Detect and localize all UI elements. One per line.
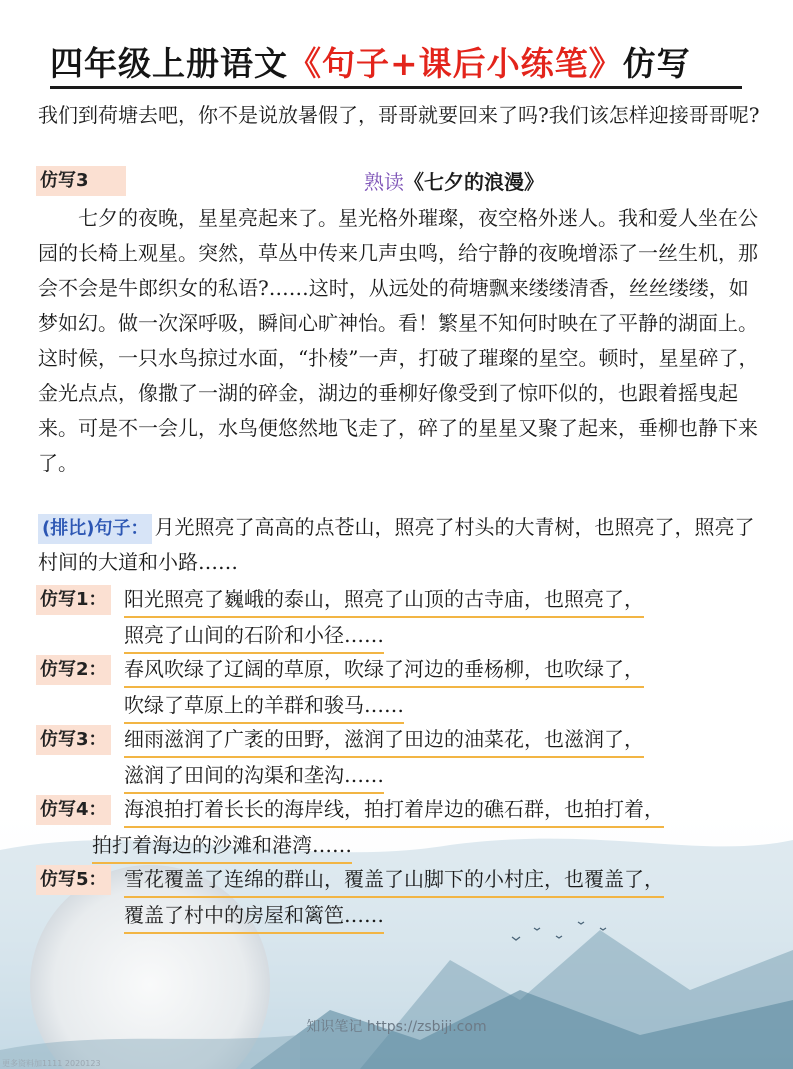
page-title xyxy=(50,40,750,88)
exercise-tag: 仿写2： xyxy=(36,655,111,685)
title-part-task: 仿写 xyxy=(622,44,691,83)
intro-paragraph: 我们到荷塘去吧，你不是说放暑假了，哥哥就要回来了吗?我们该怎样迎接哥哥呢? xyxy=(38,103,760,127)
exercise-line: 雪花覆盖了连绵的群山，覆盖了山脚下的小村庄，也覆盖了， xyxy=(124,862,664,898)
exercise-line: 滋润了田间的沟渠和垄沟…… xyxy=(124,758,384,794)
exercise-line: 春风吹绿了辽阔的草原，吹绿了河边的垂杨柳，也吹绿了， xyxy=(124,652,644,688)
example-text: 月光照亮了高高的点苍山，照亮了村头的大青树，也照亮了，照亮了村间的大道和小路…… xyxy=(38,515,755,574)
exercise-line: 拍打着海边的沙滩和港湾…… xyxy=(92,828,352,864)
exercise-line: 阳光照亮了巍峨的泰山，照亮了山顶的古寺庙，也照亮了， xyxy=(124,582,644,618)
section-heading xyxy=(364,166,544,198)
section-header xyxy=(36,166,760,198)
section-book-title: 《七夕的浪漫》 xyxy=(404,170,544,194)
exercise-tag: 仿写4： xyxy=(36,795,111,825)
example-sentence xyxy=(38,510,760,580)
section-tag: 仿写3 xyxy=(36,166,126,196)
title-part-grade: 四年级上册语文 xyxy=(50,44,288,83)
exercise-tag: 仿写5： xyxy=(36,865,111,895)
exercise-line: 覆盖了村中的房屋和篱笆…… xyxy=(124,898,384,934)
exercise-tag: 仿写3： xyxy=(36,725,111,755)
section-lead: 熟读 xyxy=(364,170,404,194)
exercise-line: 吹绿了草原上的羊群和骏马…… xyxy=(124,688,404,724)
exercise-line: 海浪拍打着长长的海岸线，拍打着岸边的礁石群，也拍打着， xyxy=(124,792,664,828)
exercise-line: 照亮了山间的石阶和小径…… xyxy=(124,618,384,654)
title-part-topic: 《句子+课后小练笔》 xyxy=(288,44,623,83)
bottom-note: 更多资料加1111 2020123 xyxy=(2,1059,101,1068)
exercise-line: 细雨滋润了广袤的田野，滋润了田边的油菜花，也滋润了， xyxy=(124,722,644,758)
title-underline xyxy=(50,86,742,89)
exercise-tag: 仿写1： xyxy=(36,585,111,615)
example-tag: (排比)句子： xyxy=(38,514,152,544)
story-paragraph: 七夕的夜晚，星星亮起来了。星光格外璀璨，夜空格外迷人。我和爱人坐在公园的长椅上观星。突然，草丛中传来几声虫鸣，给宁静的夜晚增添了一丝生机，那会不会是牛郎织女的私语?……这时，从远处的荷塘飘来缕缕清香，丝丝缕缕，如梦如幻。做一次深呼吸，瞬间心旷神怡。看！繁星不知何时映在了平静的湖面上。这时候，一只水鸟掠过水面，“扑棱”一声，打破了璀璨的星空。顿时，星星碎了，金光点点，像撒了一湖的碎金，湖边的垂柳好像受到了惊吓似的，也跟着摇曳起来。可是不一会儿，水鸟便悠然地飞走了，碎了的星星又聚了起来，垂柳也静下来了。 xyxy=(38,206,759,475)
site-watermark: 知识笔记 https://zsbiji.com xyxy=(306,1019,487,1035)
